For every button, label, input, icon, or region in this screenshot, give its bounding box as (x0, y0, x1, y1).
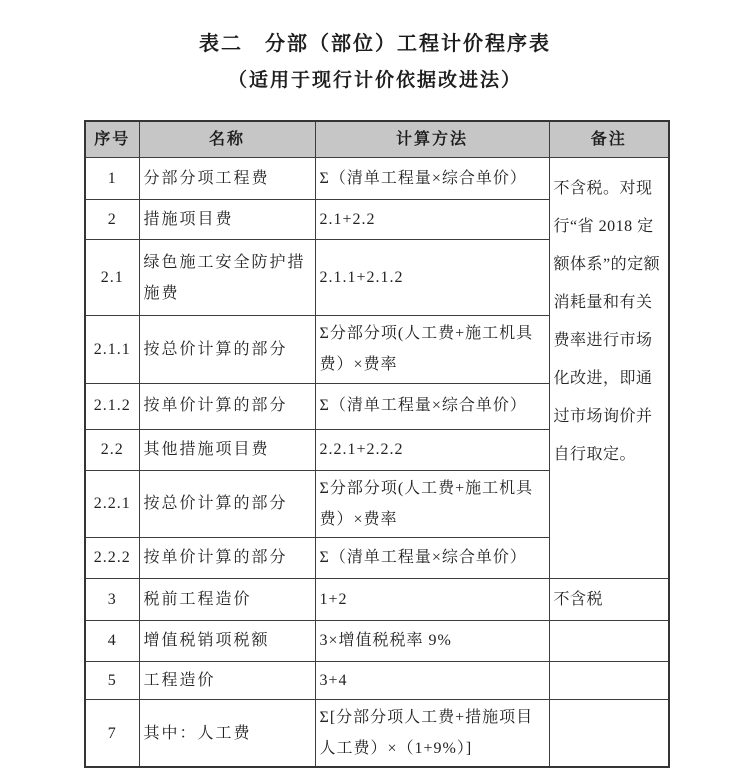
cell-name: 分部分项工程费 (139, 158, 315, 200)
cell-name: 按总价计算的部分 (139, 316, 315, 383)
cell-no: 2.2 (85, 429, 139, 470)
pricing-procedure-table (84, 120, 670, 768)
cell-name: 税前工程造价 (139, 578, 315, 620)
cell-method: Σ（清单工程量×综合单价） (315, 537, 549, 578)
cell-name: 按总价计算的部分 (139, 470, 315, 537)
cell-method: Σ分部分项(人工费+施工机具费）×费率 (315, 316, 549, 383)
cell-no: 2.1 (85, 240, 139, 316)
cell-remark (549, 620, 669, 661)
page-title: 表二 分部（部位）工程计价程序表 (199, 33, 551, 55)
cell-no: 2.1.2 (85, 383, 139, 429)
cell-name: 其他措施项目费 (139, 429, 315, 470)
cell-no: 2 (85, 200, 139, 240)
header-name: 名称 (139, 121, 315, 158)
header-method: 计算方法 (315, 121, 549, 158)
table-row (85, 699, 669, 767)
cell-no: 2.2.2 (85, 537, 139, 578)
cell-no: 2.1.1 (85, 316, 139, 383)
cell-method: 2.1+2.2 (315, 200, 549, 240)
cell-name: 增值税销项税额 (139, 620, 315, 661)
table-row (85, 661, 669, 699)
cell-name: 其中：人工费 (139, 699, 315, 767)
header-no: 序号 (85, 121, 139, 158)
cell-name: 工程造价 (139, 661, 315, 699)
cell-name: 按单价计算的部分 (139, 383, 315, 429)
cell-method: 2.2.1+2.2.2 (315, 429, 549, 470)
cell-method: 1+2 (315, 578, 549, 620)
cell-no: 2.2.1 (85, 470, 139, 537)
merged-remark-cell: 不含税。对现行“省 2018 定额体系”的定额消耗量和有关费率进行市场化改进，即通过市场询价并自行取定。 (549, 158, 669, 579)
cell-no: 1 (85, 158, 139, 200)
cell-no: 4 (85, 620, 139, 661)
cell-no: 5 (85, 661, 139, 699)
table-row (85, 158, 669, 200)
cell-no: 3 (85, 578, 139, 620)
cell-name: 措施项目费 (139, 200, 315, 240)
header-remark: 备注 (549, 121, 669, 158)
page-subtitle: （适用于现行计价依据改进法） (227, 70, 522, 91)
cell-no: 7 (85, 699, 139, 767)
cell-method: 3×增值税税率 9% (315, 620, 549, 661)
cell-method: 2.1.1+2.1.2 (315, 240, 549, 316)
cell-method: Σ（清单工程量×综合单价） (315, 158, 549, 200)
cell-name: 绿色施工安全防护措施费 (139, 240, 315, 316)
cell-method: 3+4 (315, 661, 549, 699)
cell-remark: 不含税 (549, 578, 669, 620)
cell-method: Σ[分部分项人工费+措施项目人工费）×（1+9%）] (315, 699, 549, 767)
header-row (85, 121, 669, 158)
document-page (0, 27, 750, 783)
cell-method: Σ（清单工程量×综合单价） (315, 383, 549, 429)
cell-remark (549, 661, 669, 699)
cell-name: 按单价计算的部分 (139, 537, 315, 578)
table-row (85, 578, 669, 620)
cell-remark (549, 699, 669, 767)
table-row (85, 620, 669, 661)
cell-method: Σ分部分项(人工费+施工机具费）×费率 (315, 470, 549, 537)
